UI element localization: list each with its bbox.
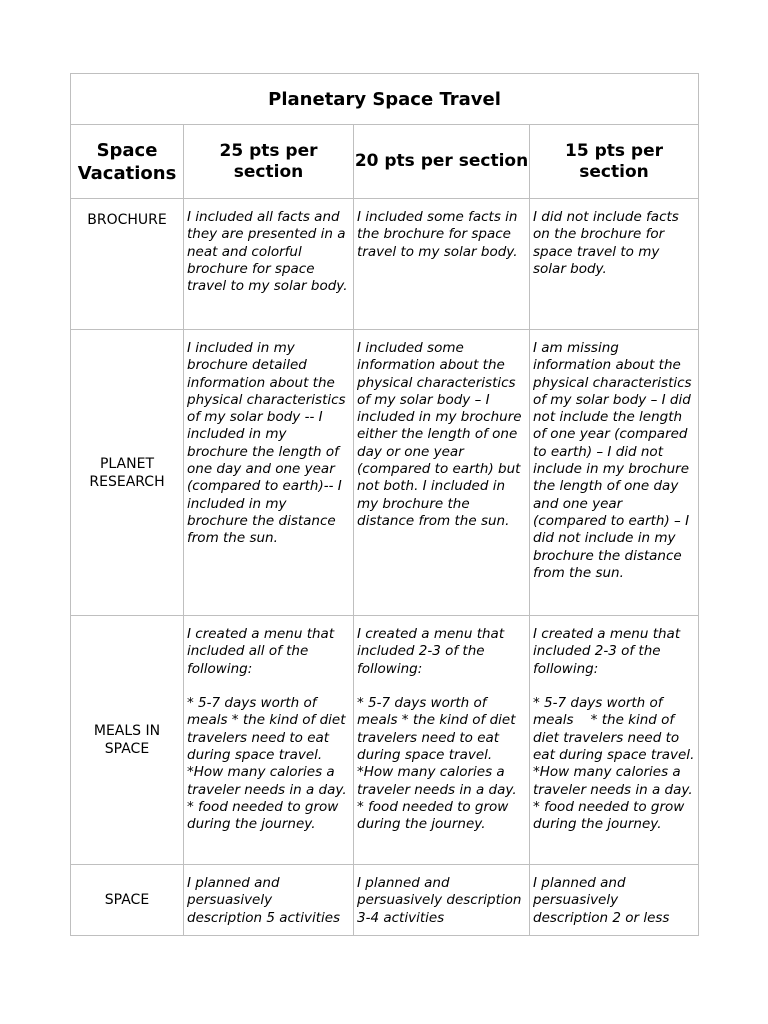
table-row-brochure [71,199,699,330]
table-cell: I planned and persuasively description 2 or less [530,865,699,936]
table-row-meals [71,616,699,865]
rubric-table [70,73,699,936]
table-cell: I planned and persuasively description 5 activities [184,865,354,936]
table-cell: I included some facts in the brochure for space travel to my solar body. [354,199,530,330]
table-row-planet-research [71,330,699,616]
header-20-pts: 20 pts per section [354,125,530,199]
row-label-brochure: BROCHURE [71,199,184,330]
table-row-space [71,865,699,936]
row-label-meals: MEALS IN SPACE [71,616,184,865]
table-cell: I included in my brochure detailed information about the physical characteristics of my solar body -- I included in my brochure the length of one day and one year (compared to earth)-- I included in my brochure the distance from the sun. [184,330,354,616]
row-label-space: SPACE [71,865,184,936]
title-row [71,74,699,125]
table-cell: I planned and persuasively description 3-4 activities [354,865,530,936]
table-cell: I created a menu that included 2-3 of the following: * 5-7 days worth of meals * the kind of diet travelers need to eat during space travel. *How many calories a traveler needs in a day. * food needed to grow during the journey. [354,616,530,865]
table-cell: I included all facts and they are presented in a neat and colorful brochure for space travel to my solar body. [184,199,354,330]
header-25-pts: 25 pts per section [184,125,354,199]
header-15-pts: 15 pts per section [530,125,699,199]
table-cell: I am missing information about the physical characteristics of my solar body – I did not include the length of one year (compared to earth) – I did not include in my brochure the length of one day and one year (compared to earth) – I did not include in my brochure the distance from the sun. [530,330,699,616]
header-row [71,125,699,199]
table-cell: I created a menu that included 2-3 of the following: * 5-7 days worth of meals * the kind of diet travelers need to eat during space travel. *How many calories a traveler needs in a day. * food needed to grow during the journey. [530,616,699,865]
header-category: Space Vacations [71,125,184,199]
table-cell: I created a menu that included all of the following: * 5-7 days worth of meals * the kind of diet travelers need to eat during space travel. *How many calories a traveler needs in a day. * food needed to grow during the journey. [184,616,354,865]
row-label-planet-research: PLANET RESEARCH [71,330,184,616]
table-cell: I did not include facts on the brochure for space travel to my solar body. [530,199,699,330]
table-cell: I included some information about the physical characteristics of my solar body – I included in my brochure either the length of one day or one year (compared to earth) but not both. I included in my brochure the distance from the sun. [354,330,530,616]
table-title: Planetary Space Travel [71,74,699,125]
